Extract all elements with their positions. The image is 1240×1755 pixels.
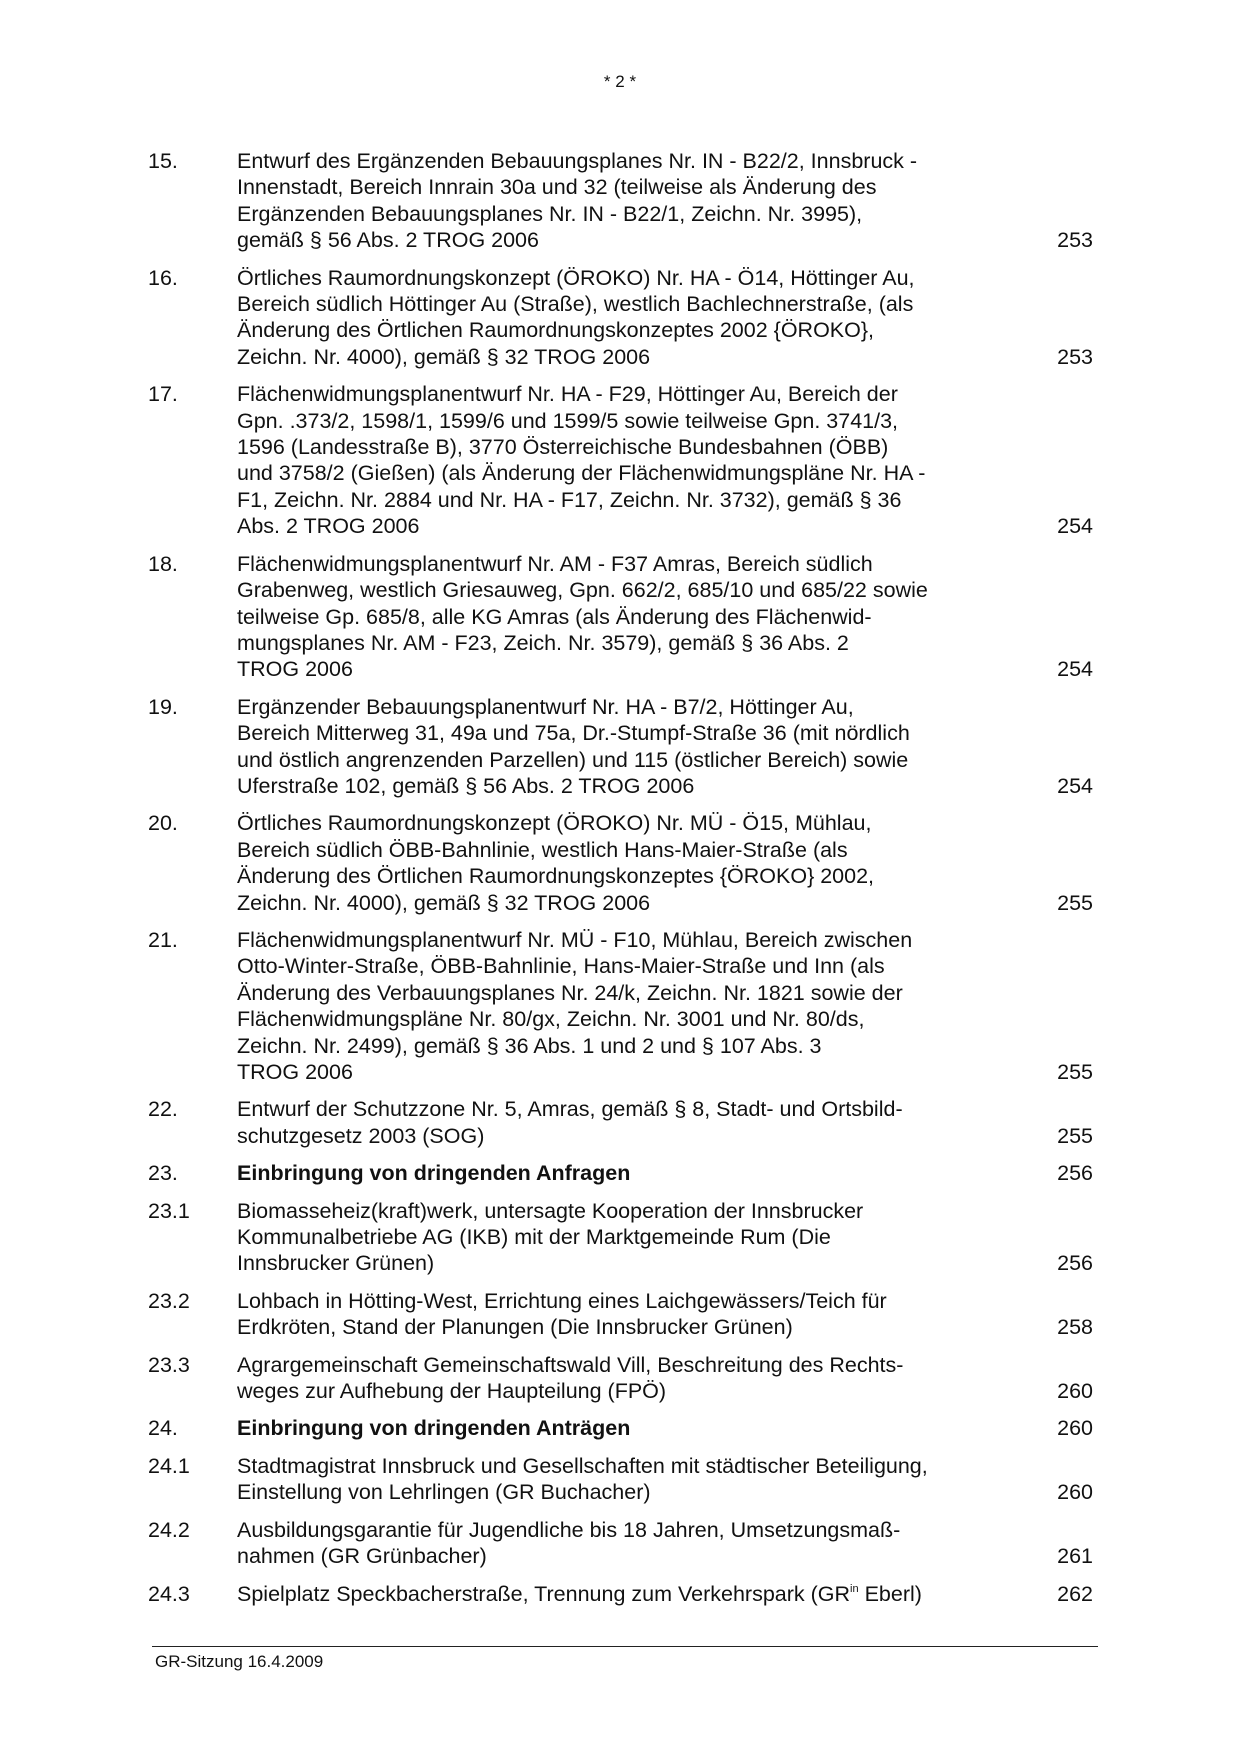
toc-entry-number: 19. <box>148 694 178 719</box>
toc-entry-23-2 <box>148 1288 1098 1341</box>
toc-entry-page: 260 <box>1057 1480 1093 1505</box>
toc-entry-title: Entwurf der Schutzzone Nr. 5, Amras, gemäß § 8, Stadt- und Ortsbild- schutzgesetz 2003 (SOG) <box>237 1097 903 1148</box>
toc-entry-number: 24.3 <box>148 1581 190 1606</box>
toc-entry-title-text-end: Eberl) <box>858 1581 922 1606</box>
toc-entry-title: Flächenwidmungsplanentwurf Nr. MÜ - F10, Mühlau, Bereich zwischen Otto-Winter-Straße, ÖBB-Bahnlinie, Hans-Maier-Straße und Inn (als Änderung des Verbauungsplanes Nr. 24/k, Zeichn. Nr. 1821 sowie der Flächenwidmungspläne Nr. 80/gx, Zeichn. Nr. 3001 und Nr. 80/ds, Zeichn. Nr. 2499), gemäß § 36 Abs. 1 und 2 und § 107 Abs. 3 TROG 2006 <box>237 927 913 1084</box>
toc-entry-page: 255 <box>1057 1060 1093 1084</box>
gender-suffix-superscript: in <box>850 1582 859 1595</box>
toc-entry-title: Stadtmagistrat Innsbruck und Gesellschaften mit städtischer Beteiligung, Einstellung von Lehrlingen (GR Buchacher) <box>237 1453 928 1505</box>
toc-entry-page: 255 <box>1057 1123 1093 1148</box>
toc-entry-title-text: Spielplatz Speckbacherstraße, Trennung zum Verkehrspark (GR <box>237 1581 851 1606</box>
page-number: * 2 * <box>603 72 637 91</box>
toc-entry-number: 23.2 <box>148 1288 190 1313</box>
footer-divider <box>152 1646 1098 1647</box>
toc-entry-title <box>237 1581 997 1607</box>
toc-section-heading: Einbringung von dringenden Anfragen <box>237 1161 631 1186</box>
toc-entry-number: 23.3 <box>148 1352 190 1377</box>
toc-entry-23-1 <box>148 1198 1098 1277</box>
toc-section-heading: Einbringung von dringenden Anträgen <box>237 1416 631 1441</box>
toc-entry-page: 255 <box>1057 890 1093 915</box>
toc-entry-21 <box>148 927 1098 1085</box>
toc-entry-title: Biomasseheiz(kraft)werk, untersagte Kooperation der Innsbrucker Kommunalbetriebe AG (IKB) mit der Marktgemeinde Rum (Die Innsbrucker Grünen) <box>237 1198 864 1276</box>
toc-entry-number: 24. <box>148 1416 178 1441</box>
footer-text: GR-Sitzung 16.4.2009 <box>155 1652 324 1671</box>
toc-entry-number: 18. <box>148 551 178 576</box>
toc-entry-22 <box>148 1096 1098 1149</box>
toc-entry-page: 261 <box>1057 1544 1093 1569</box>
toc-entry-number: 21. <box>148 927 178 952</box>
toc-entry-title: Örtliches Raumordnungskonzept (ÖROKO) Nr. MÜ - Ö15, Mühlau, Bereich südlich ÖBB-Bahnlinie, westlich Hans-Maier-Straße (als Änderung des Örtlichen Raumordnungskonzeptes {ÖROKO} 2002, Zeichn. Nr. 4000), gemäß § 32 TROG 2006 <box>237 811 875 915</box>
toc-entry-number: 24.1 <box>148 1453 190 1478</box>
toc-entry-number: 24.2 <box>148 1517 190 1542</box>
toc-entry-page: 254 <box>1057 514 1093 539</box>
toc-entry-number: 20. <box>148 811 178 836</box>
toc-entry-page: 260 <box>1057 1379 1093 1404</box>
toc-entry-15 <box>148 148 1098 254</box>
toc-entry-16 <box>148 265 1098 371</box>
toc-entry-title: Ausbildungsgarantie für Jugendliche bis 18 Jahren, Umsetzungsmaß- nahmen (GR Grünbacher) <box>237 1517 901 1569</box>
toc-entry-page: 262 <box>1057 1581 1093 1606</box>
toc-entry-page: 260 <box>1057 1416 1093 1441</box>
toc-entry-19 <box>148 694 1098 800</box>
toc-entry-page: 254 <box>1057 773 1093 798</box>
toc-entry-title: Flächenwidmungsplanentwurf Nr. AM - F37 Amras, Bereich südlich Grabenweg, westlich Griesauweg, Gpn. 662/2, 685/10 und 685/22 sowie teilweise Gp. 685/8, alle KG Amras (als Änderung des Flächenwid- mungsplanes Nr. AM - F23, Zeich. Nr. 3579), gemäß § 36 Abs. 2 TROG 2006 <box>237 551 928 682</box>
toc-entry-page: 256 <box>1057 1161 1093 1186</box>
toc-entry-number: 17. <box>148 382 178 407</box>
toc-entry-page: 258 <box>1057 1315 1093 1340</box>
toc-entry-23-3 <box>148 1352 1098 1405</box>
toc-entry-title: Lohbach in Hötting-West, Errichtung eines Laichgewässers/Teich für Erdkröten, Stand der Planungen (Die Innsbrucker Grünen) <box>237 1288 887 1340</box>
toc-entry-24-1 <box>148 1453 1098 1506</box>
toc-entry-17 <box>148 381 1098 539</box>
toc-entry-number: 23.1 <box>148 1198 190 1223</box>
toc-entry-page: 256 <box>1057 1251 1093 1276</box>
toc-entry-page: 253 <box>1057 228 1093 253</box>
toc-entry-title: Entwurf des Ergänzenden Bebauungsplanes Nr. IN - B22/2, Innsbruck - Innenstadt, Bereich Innrain 30a und 32 (teilweise als Änderung des Ergänzenden Bebauungsplanes Nr. IN - B22/1, Zeichn. Nr. 3995), gemäß § 56 Abs. 2 TROG 2006 <box>237 149 918 253</box>
toc-entry-number: 22. <box>148 1097 178 1122</box>
toc-entry-title: Agrargemeinschaft Gemeinschaftswald Vill, Beschreitung des Rechts- weges zur Aufhebung der Haupteilung (FPÖ) <box>237 1352 904 1404</box>
toc-entry-number: 16. <box>148 265 178 290</box>
toc-entry-24-3 <box>148 1581 1098 1607</box>
table-of-contents <box>148 148 1098 1618</box>
toc-entry-number: 23. <box>148 1161 178 1186</box>
toc-entry-number: 15. <box>148 149 178 173</box>
toc-entry-24 <box>148 1415 1098 1441</box>
toc-entry-page: 253 <box>1057 344 1093 369</box>
toc-entry-title: Ergänzender Bebauungsplanentwurf Nr. HA - B7/2, Höttinger Au, Bereich Mitterweg 31, 49a und 75a, Dr.-Stumpf-Straße 36 (mit nördlich und östlich angrenzenden Parzellen) und 115 (östlicher Bereich) sowie Uferstraße 102, gemäß § 56 Abs. 2 TROG 2006 <box>237 694 910 798</box>
toc-entry-20 <box>148 810 1098 916</box>
toc-entry-23 <box>148 1160 1098 1186</box>
toc-entry-page: 254 <box>1057 657 1093 682</box>
toc-entry-title: Flächenwidmungsplanentwurf Nr. HA - F29, Höttinger Au, Bereich der Gpn. .373/2, 1598/1, 1599/6 und 1599/5 sowie teilweise Gpn. 3741/3, 1596 (Landesstraße B), 3770 Österreichische Bundesbahnen (ÖBB) und 3758/2 (Gießen) (als Änderung der Flächenwidmungspläne Nr. HA - F1, Zeichn. Nr. 2884 und Nr. HA - F17, Zeichn. Nr. 3732), gemäß § 36 Abs. 2 TROG 2006 <box>237 382 926 539</box>
toc-entry-24-2 <box>148 1517 1098 1570</box>
toc-entry-18 <box>148 551 1098 683</box>
toc-entry-title: Örtliches Raumordnungskonzept (ÖROKO) Nr. HA - Ö14, Höttinger Au, Bereich südlich Höttinger Au (Straße), westlich Bachlechnerstraße, (als Änderung des Örtlichen Raumordnungskonzeptes 2002 {ÖROKO}, Zeichn. Nr. 4000), gemäß § 32 TROG 2006 <box>237 265 915 369</box>
